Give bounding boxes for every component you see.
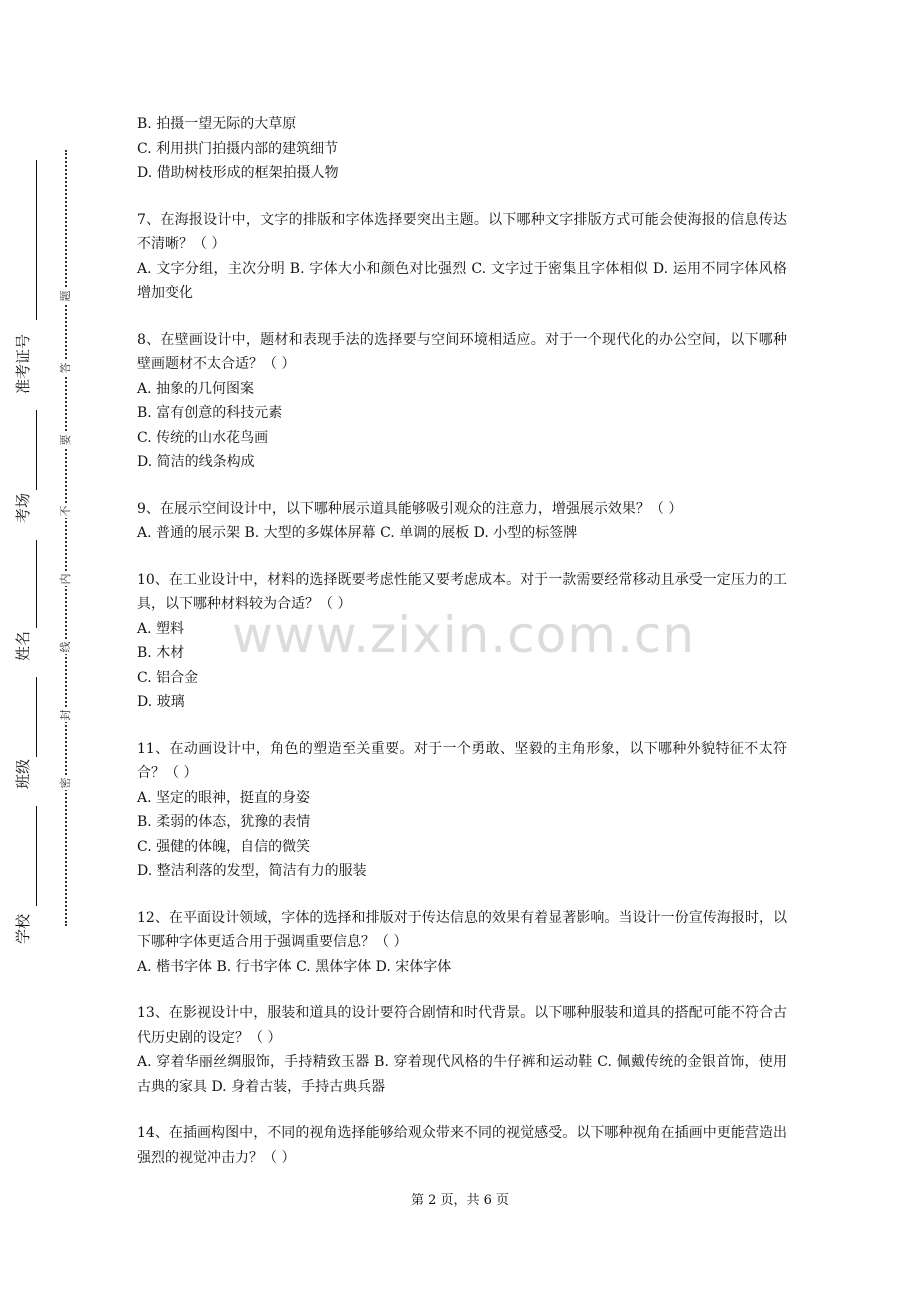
question-stem: 12、在平面设计领域，字体的选择和排版对于传达信息的效果有着显著影响。当设计一份宣传海报时，以下哪种字体更适合用于强调重要信息？（ ） [137,909,787,950]
exam-room-line [36,410,37,490]
question-12 [137,906,787,980]
option: C. 传统的山水花鸟画 [137,429,269,446]
exam-number-line [36,160,37,320]
seal-char: 内 [59,573,72,585]
option: A. 坚定的眼神，挺直的身姿 [137,789,311,806]
question-stem: 10、在工业设计中，材料的选择既要考虑性能又要考虑成本。对于一款需要经常移动且承受一定压力的工具，以下哪种材料较为合适？（ ） [137,571,787,612]
option: D. 借助树枝形成的框架拍摄人物 [137,165,339,181]
seal-char: 封 [59,709,72,721]
option: D. 整洁利落的发型，简洁有力的服装 [137,863,367,879]
options-inline: A. 穿着华丽丝绸服饰，手持精致玉器 B. 穿着现代风格的牛仔裤和运动鞋 C. 佩戴传统的金银首饰，使用古典的家具 D. 身着古装，手持古典兵器 [137,1054,787,1095]
option: A. 抽象的几何图案 [137,380,255,397]
exam-room-label: 考场 [14,492,32,523]
option: B. 拍摄一望无际的大草原 [137,116,297,132]
seal-char: 不 [59,505,72,517]
page-footer: 第 2 页，共 6 页 [410,1193,510,1208]
question-7 [137,208,787,306]
question-13 [137,1001,787,1099]
options-inline: A. 普通的展示架 B. 大型的多媒体屏幕 C. 单调的展板 D. 小型的标签牌 [137,525,578,541]
option: C. 强健的体魄，自信的微笑 [137,838,311,855]
name-label: 姓名 [14,630,32,661]
question-stem: 11、在动画设计中，角色的塑造至关重要。对于一个勇敢、坚毅的主角形象，以下哪种外貌特征不太符合？（ ） [137,740,787,781]
seal-char: 线 [59,641,72,653]
seal-char: 题 [59,290,72,302]
seal-char: 答 [59,362,72,374]
seal-dotted-line [65,150,67,926]
school-label: 学校 [14,913,32,944]
exam-number-label: 准考证号 [14,333,32,394]
watermark: www.zixin.com.cn [232,606,696,664]
question-11 [137,737,787,884]
options-inline: A. 文字分组，主次分明 B. 字体大小和颜色对比强烈 C. 文字过于密集且字体相似 D. 运用不同字体风格增加变化 [137,260,787,301]
question-stem: 14、在插画构图中，不同的视角选择能够给观众带来不同的视觉感受。以下哪种视角在插画中更能营造出强烈的视觉冲击力？（ ） [137,1125,787,1166]
seal-char: 要 [59,434,72,446]
question-10 [137,568,787,715]
option: B. 木材 [137,645,185,661]
question-stem: 9、在展示空间设计中，以下哪种展示道具能够吸引观众的注意力，增强展示效果？（ ） [137,500,683,517]
option: A. 塑料 [137,620,185,637]
option: B. 柔弱的体态，犹豫的表情 [137,814,311,830]
question-9 [137,497,787,546]
name-line [36,540,37,628]
question-14 [137,1121,787,1170]
question-content [137,112,787,1192]
question-8 [137,328,787,475]
option: D. 玻璃 [137,694,185,710]
class-label: 班级 [14,758,32,789]
class-line [36,677,37,757]
question-stem: 7、在海报设计中，文字的排版和字体选择要突出主题。以下哪种文字排版方式可能会使海报的信息传达不清晰？（ ） [137,211,787,252]
option: D. 简洁的线条构成 [137,454,255,470]
option: C. 利用拱门拍摄内部的建筑细节 [137,140,339,157]
question-6-options [137,112,787,186]
option: C. 铝合金 [137,669,199,686]
question-stem: 8、在壁画设计中，题材和表现手法的选择要与空间环境相适应。对于一个现代化的办公空间，以下哪种壁画题材不太合适？（ ） [137,331,787,372]
question-stem: 13、在影视设计中，服装和道具的设计要符合剧情和时代背景。以下哪种服装和道具的搭配可能不符合古代历史剧的设定？（ ） [137,1005,787,1046]
options-inline: A. 楷书字体 B. 行书字体 C. 黑体字体 D. 宋体字体 [137,958,452,975]
option: B. 富有创意的科技元素 [137,405,283,421]
seal-char: 密 [59,777,72,789]
school-line [36,806,37,906]
